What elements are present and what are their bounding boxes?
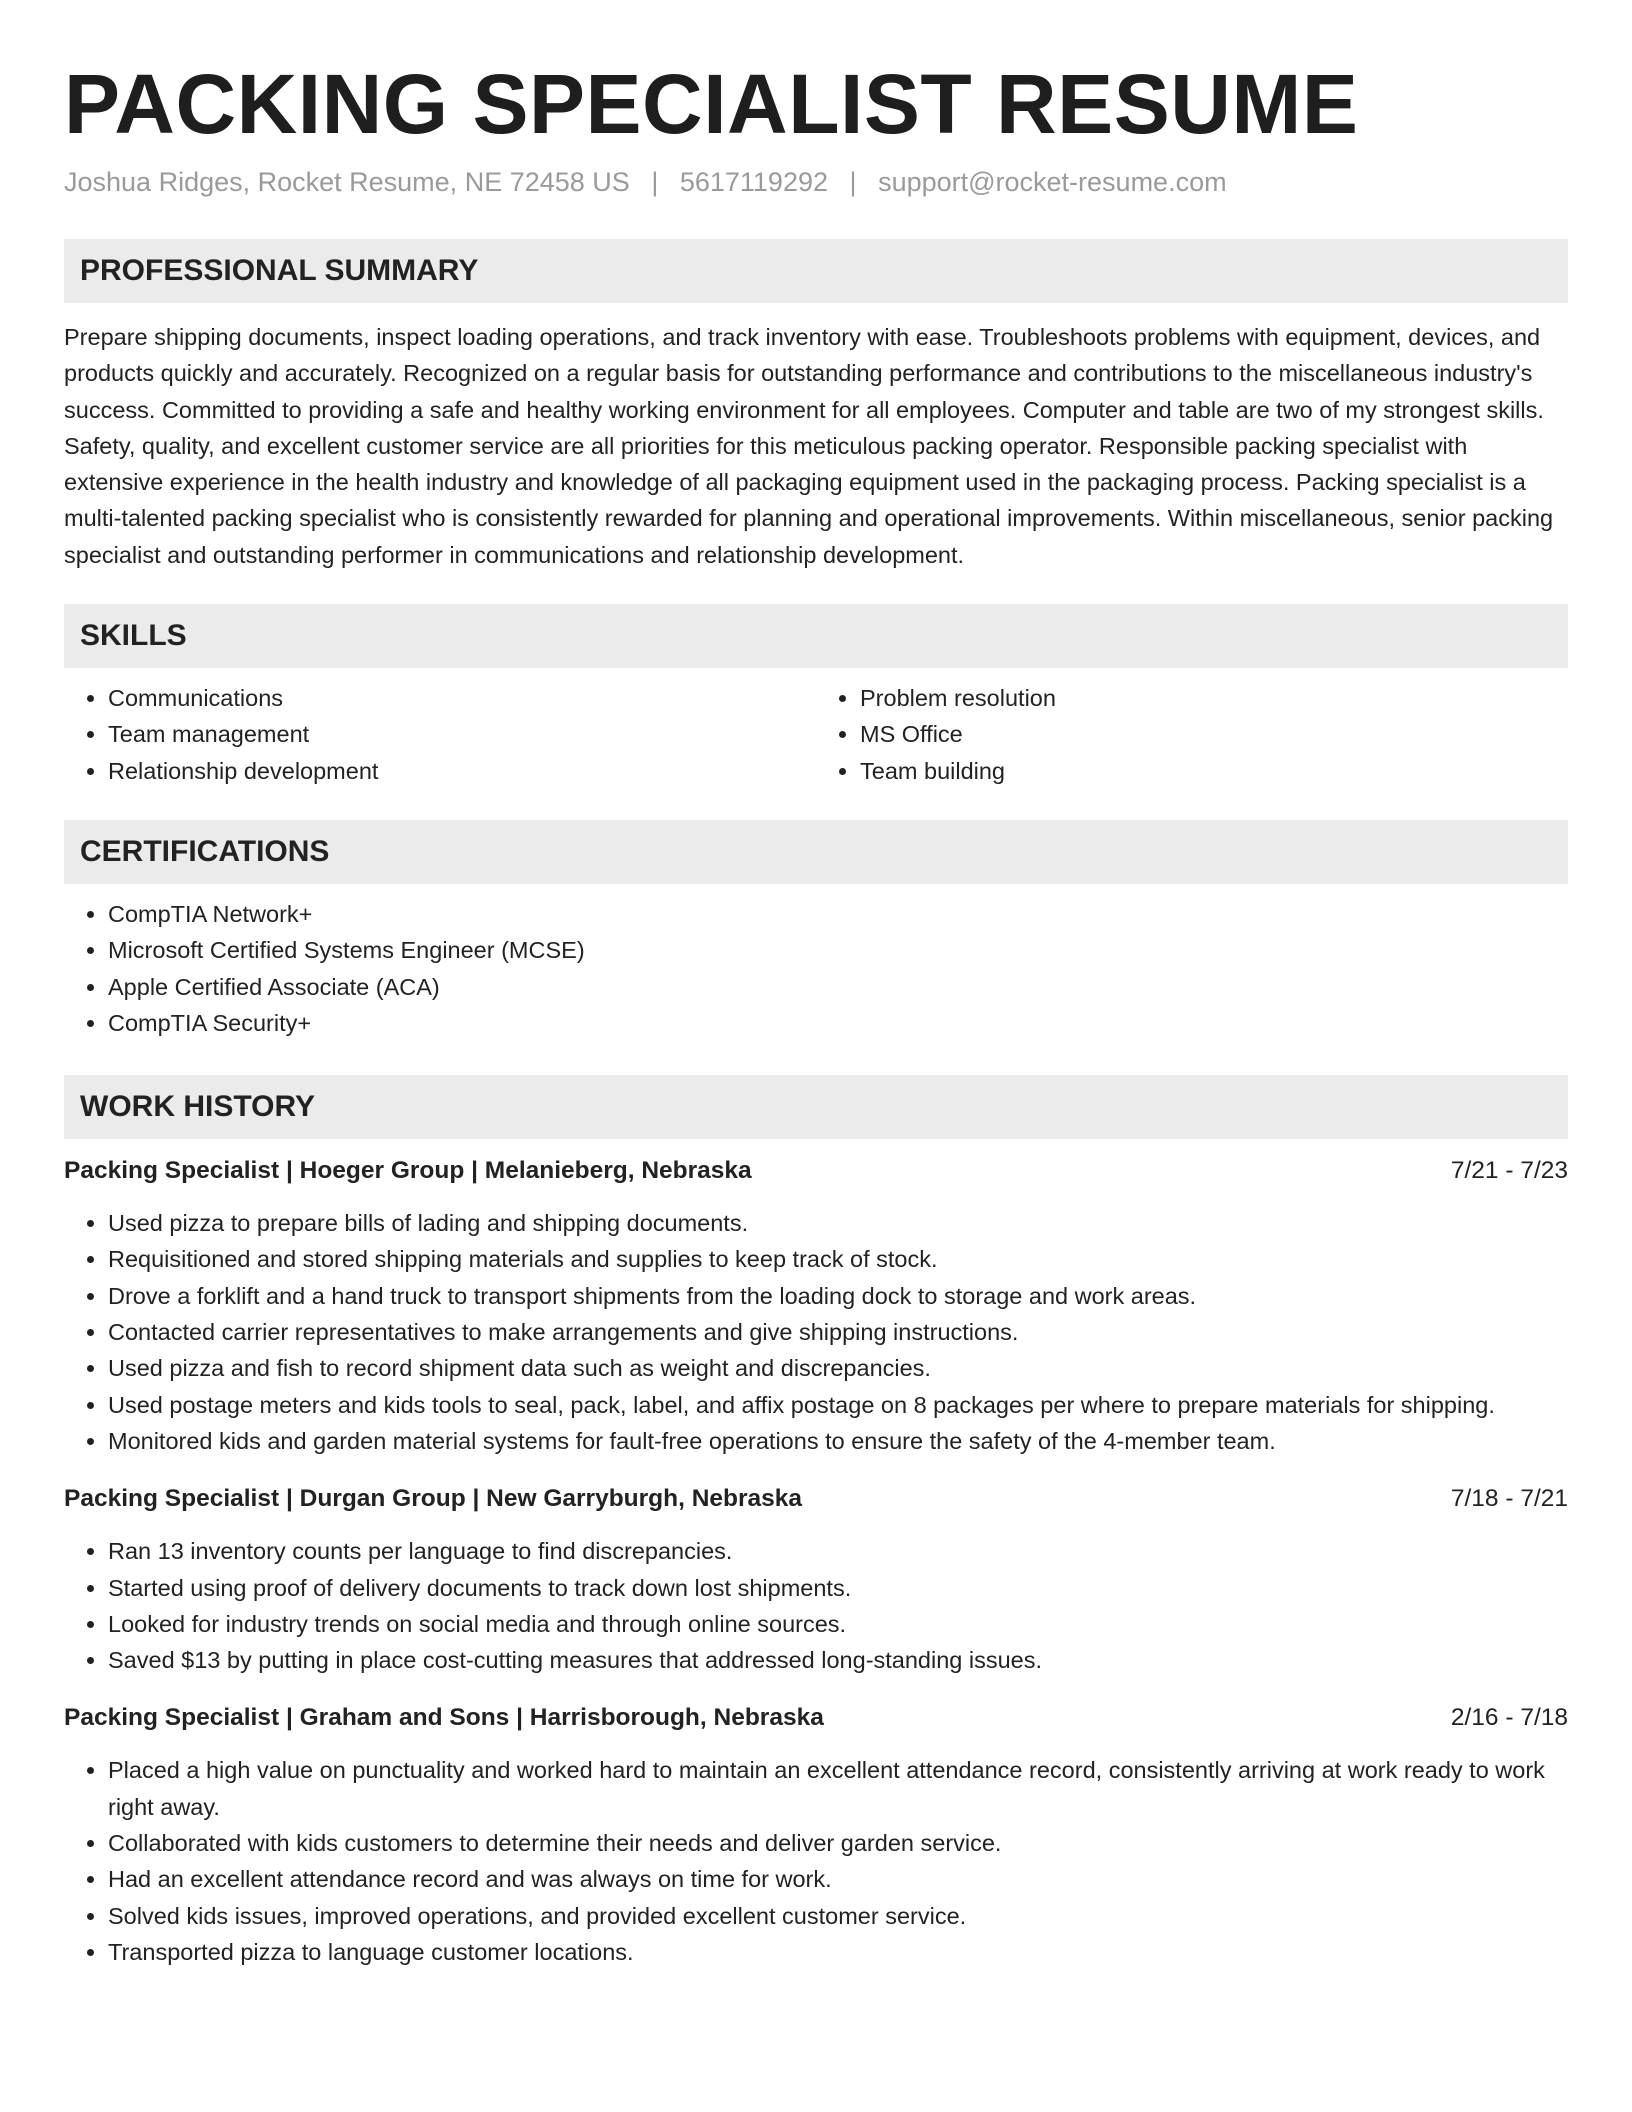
skills-column-left bbox=[64, 680, 816, 789]
job-bullet: • Placed a high value on punctuality and worked hard to maintain an excellent attendance record, consistently arriving at work ready to work right away. bbox=[108, 1752, 1568, 1825]
job-entry bbox=[64, 1700, 1568, 1970]
job-entry bbox=[64, 1153, 1568, 1459]
job-bullet: • Ran 13 inventory counts per language to find discrepancies. bbox=[108, 1533, 1568, 1569]
job-bullet: • Transported pizza to language customer locations. bbox=[108, 1934, 1568, 1970]
job-bullet: • Solved kids issues, improved operations, and provided excellent customer service. bbox=[108, 1898, 1568, 1934]
certifications-heading: CERTIFICATIONS bbox=[64, 820, 1568, 884]
certification-item: • CompTIA Network+ bbox=[108, 896, 1568, 932]
skill-item: • MS Office bbox=[860, 716, 1568, 752]
job-bullet: • Used postage meters and kids tools to seal, pack, label, and affix postage on 8 packages per where to prepare materials for shipping. bbox=[108, 1387, 1568, 1423]
skills-heading: SKILLS bbox=[64, 604, 1568, 668]
job-dates: 7/18 - 7/21 bbox=[1450, 1485, 1568, 1513]
contact-separator: | bbox=[849, 167, 857, 197]
job-bullet: • Contacted carrier representatives to make arrangements and give shipping instructions. bbox=[108, 1314, 1568, 1350]
contact-separator: | bbox=[651, 167, 659, 197]
skill-item: • Communications bbox=[108, 680, 816, 716]
skills-column-right bbox=[816, 680, 1568, 789]
contact-line bbox=[64, 164, 1568, 200]
job-bullet: • Saved $13 by putting in place cost-cutting measures that addressed long-standing issues. bbox=[108, 1642, 1568, 1678]
contact-email: support@rocket-resume.com bbox=[878, 167, 1227, 197]
job-bullet: • Used pizza and fish to record shipment data such as weight and discrepancies. bbox=[108, 1350, 1568, 1386]
certification-item: • Microsoft Certified Systems Engineer (MCSE) bbox=[108, 932, 1568, 968]
job-header bbox=[64, 1700, 1568, 1736]
skills-list bbox=[64, 680, 1568, 789]
job-bullet: • Started using proof of delivery documents to track down lost shipments. bbox=[108, 1570, 1568, 1606]
resume-title: PACKING SPECIALIST RESUME bbox=[64, 57, 1359, 151]
contact-address: Joshua Ridges, Rocket Resume, NE 72458 US bbox=[64, 167, 630, 197]
work-history-heading: WORK HISTORY bbox=[64, 1075, 1568, 1139]
job-dates: 7/21 - 7/23 bbox=[1450, 1157, 1568, 1185]
job-dates: 2/16 - 7/18 bbox=[1450, 1704, 1568, 1732]
job-entry bbox=[64, 1481, 1568, 1678]
job-header bbox=[64, 1153, 1568, 1189]
job-header bbox=[64, 1481, 1568, 1517]
certifications-list bbox=[64, 896, 1568, 1041]
summary-text: Prepare shipping documents, inspect loading operations, and track inventory with ease. Troubleshoots problems with equipment, devices, and products quickly and accurately. Recognized on a regular basis for outstanding performance and contributions to the miscellaneous industry's success. Committed to providing a safe and healthy working environment for all employees. Computer and table are two of my strongest skills. Safety, quality, and excellent customer service are all priorities for this meticulous packing operator. Responsible packing specialist with extensive experience in the health industry and knowledge of all packaging equipment used in the packaging process. Packing specialist is a multi-talented packing specialist who is consistently rewarded for planning and operational improvements. Within miscellaneous, senior packing specialist and outstanding performer in communications and relationship development. bbox=[64, 324, 1554, 568]
job-bullet: • Drove a forklift and a hand truck to transport shipments from the loading dock to storage and work areas. bbox=[108, 1278, 1568, 1314]
job-bullet: • Collaborated with kids customers to determine their needs and deliver garden service. bbox=[108, 1825, 1568, 1861]
job-bullets bbox=[64, 1752, 1568, 1970]
skill-item: • Relationship development bbox=[108, 753, 816, 789]
job-bullet: • Had an excellent attendance record and was always on time for work. bbox=[108, 1861, 1568, 1897]
job-bullet: • Monitored kids and garden material systems for fault-free operations to ensure the safety of the 4-member team. bbox=[108, 1423, 1568, 1459]
contact-phone: 5617119292 bbox=[679, 167, 829, 197]
skill-item: • Team management bbox=[108, 716, 816, 752]
job-bullet: • Looked for industry trends on social media and through online sources. bbox=[108, 1606, 1568, 1642]
job-title: Packing Specialist | Graham and Sons | Harrisborough, Nebraska bbox=[64, 1704, 824, 1732]
job-bullet: • Requisitioned and stored shipping materials and supplies to keep track of stock. bbox=[108, 1241, 1568, 1277]
job-bullets bbox=[64, 1205, 1568, 1459]
skill-item: • Problem resolution bbox=[860, 680, 1568, 716]
job-bullet: • Used pizza to prepare bills of lading and shipping documents. bbox=[108, 1205, 1568, 1241]
job-title: Packing Specialist | Durgan Group | New Garryburgh, Nebraska bbox=[64, 1485, 803, 1513]
skill-item: • Team building bbox=[860, 753, 1568, 789]
job-bullets bbox=[64, 1533, 1568, 1678]
certification-item: • CompTIA Security+ bbox=[108, 1005, 1568, 1041]
job-title: Packing Specialist | Hoeger Group | Melanieberg, Nebraska bbox=[64, 1157, 752, 1185]
summary-heading: PROFESSIONAL SUMMARY bbox=[64, 239, 1568, 303]
certification-item: • Apple Certified Associate (ACA) bbox=[108, 969, 1568, 1005]
